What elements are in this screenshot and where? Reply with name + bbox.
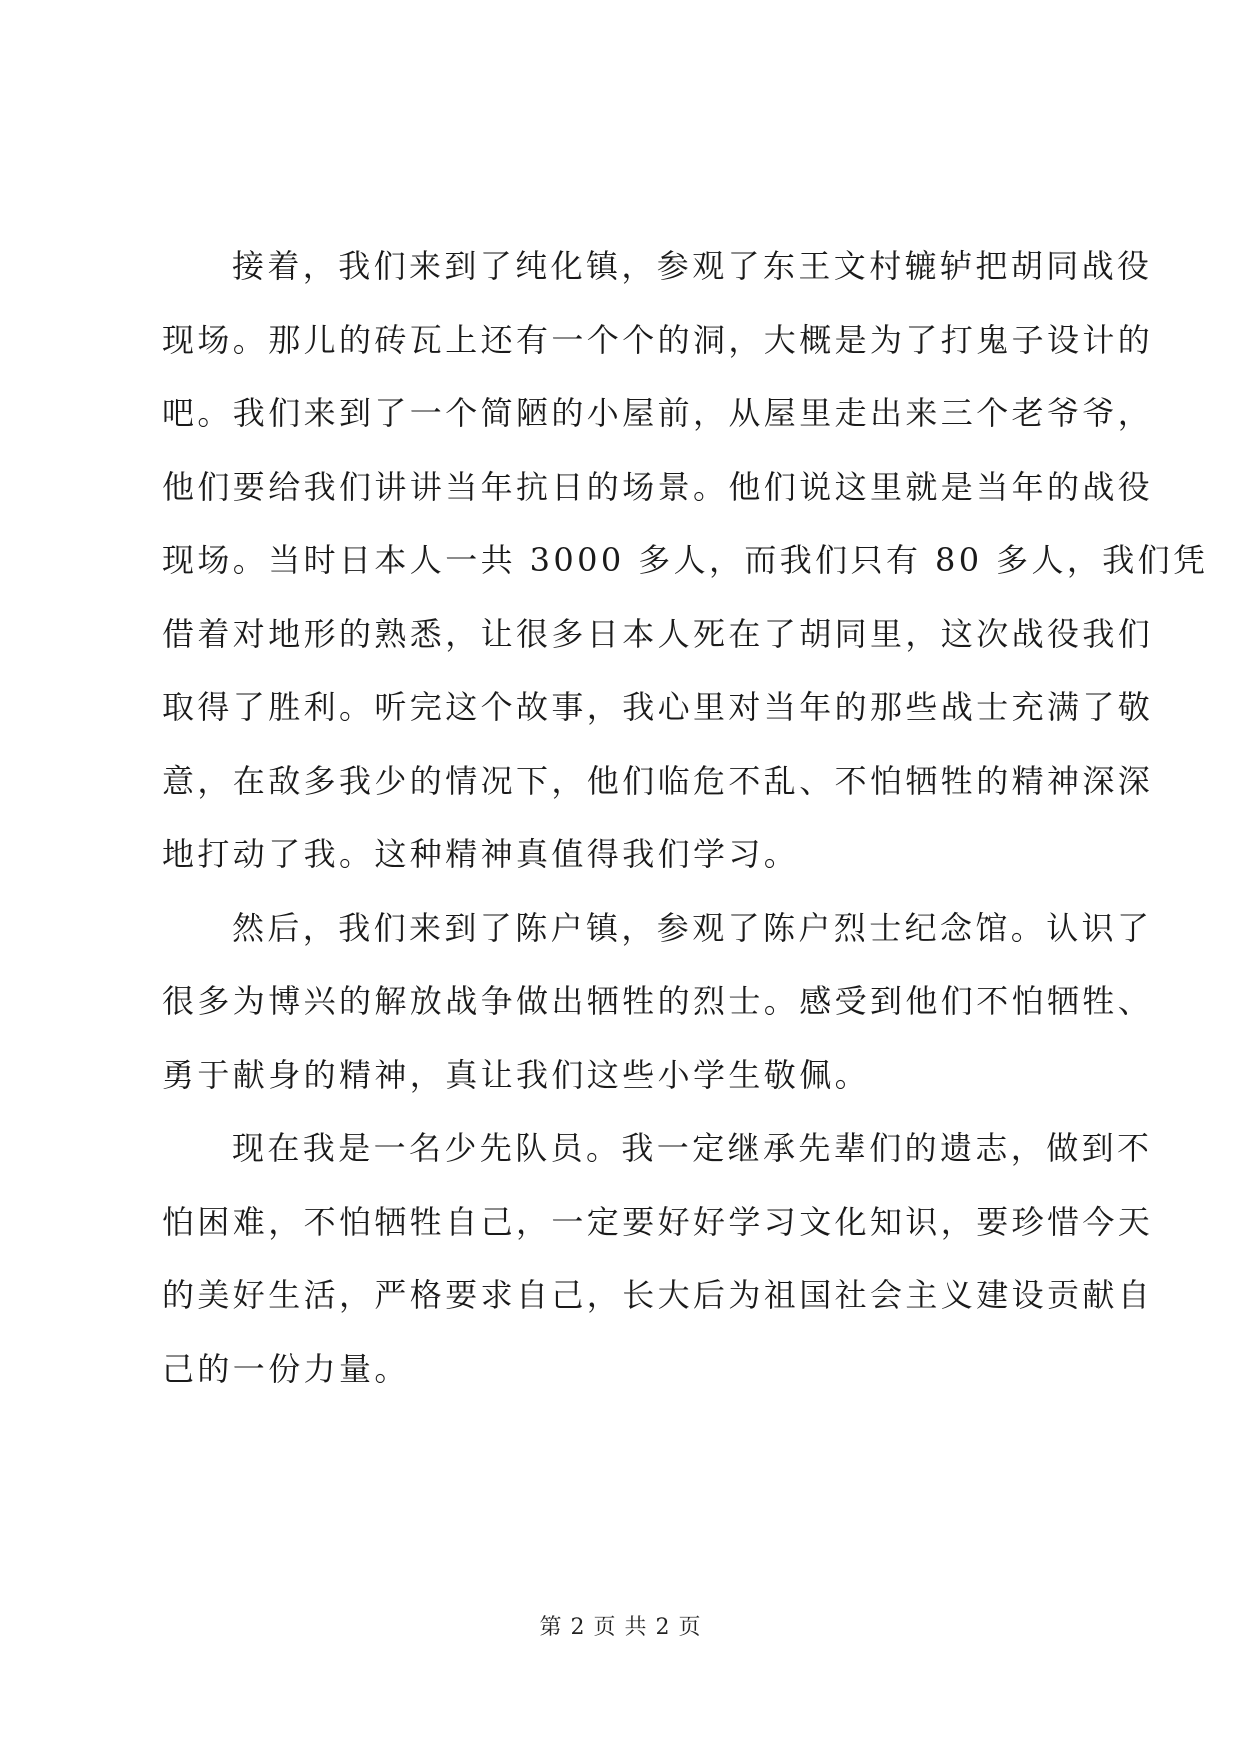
text-line: 己的一份力量。 [162,1349,410,1388]
page-number-footer: 第 2 页 共 2 页 [539,1615,702,1640]
text-line: 的美好生活，严格要求自己，长大后为祖国社会主义建设贡献自 [162,1276,1154,1314]
text-line: 现在我是一名少先队员。我一定继承先辈们的遗志，做到不 [232,1129,1153,1167]
text-line: 现场。当时日本人一共 3000 多人，而我们只有 80 多人，我们凭 [162,541,1209,579]
text-line: 他们要给我们讲讲当年抗日的场景。他们说这里就是当年的战役 [162,467,1154,506]
text-line: 吧。我们来到了一个简陋的小屋前，从屋里走出来三个老爷爷， [162,394,1154,432]
text-line: 接着，我们来到了纯化镇，参观了东王文村辘轳把胡同战役 [232,247,1153,285]
text-line: 意，在敌多我少的情况下，他们临危不乱、不怕牺牲的精神深深 [162,761,1154,800]
text-line: 取得了胜利。听完这个故事，我心里对当年的那些战士充满了敬 [162,688,1154,726]
text-line: 借着对地形的熟悉，让很多日本人死在了胡同里，这次战役我们 [162,614,1154,653]
paragraph [162,892,1154,1113]
text-line: 然后，我们来到了陈户镇，参观了陈户烈士纪念馆。认识了 [232,908,1153,947]
text-line: 怕困难，不怕牺牲自己，一定要好好学习文化知识，要珍惜今天 [162,1202,1154,1241]
text-line: 很多为博兴的解放战争做出牺牲的烈士。感受到他们不怕牺牲、 [162,982,1154,1020]
text-line: 现场。那儿的砖瓦上还有一个个的洞，大概是为了打鬼子设计的 [162,320,1154,359]
paragraph [162,1112,1154,1406]
text-line: 地打动了我。这种精神真值得我们学习。 [162,835,800,873]
text-line: 勇于献身的精神，真让我们这些小学生敬佩。 [162,1055,871,1094]
document-body [162,230,1209,1406]
paragraph [162,230,1209,892]
